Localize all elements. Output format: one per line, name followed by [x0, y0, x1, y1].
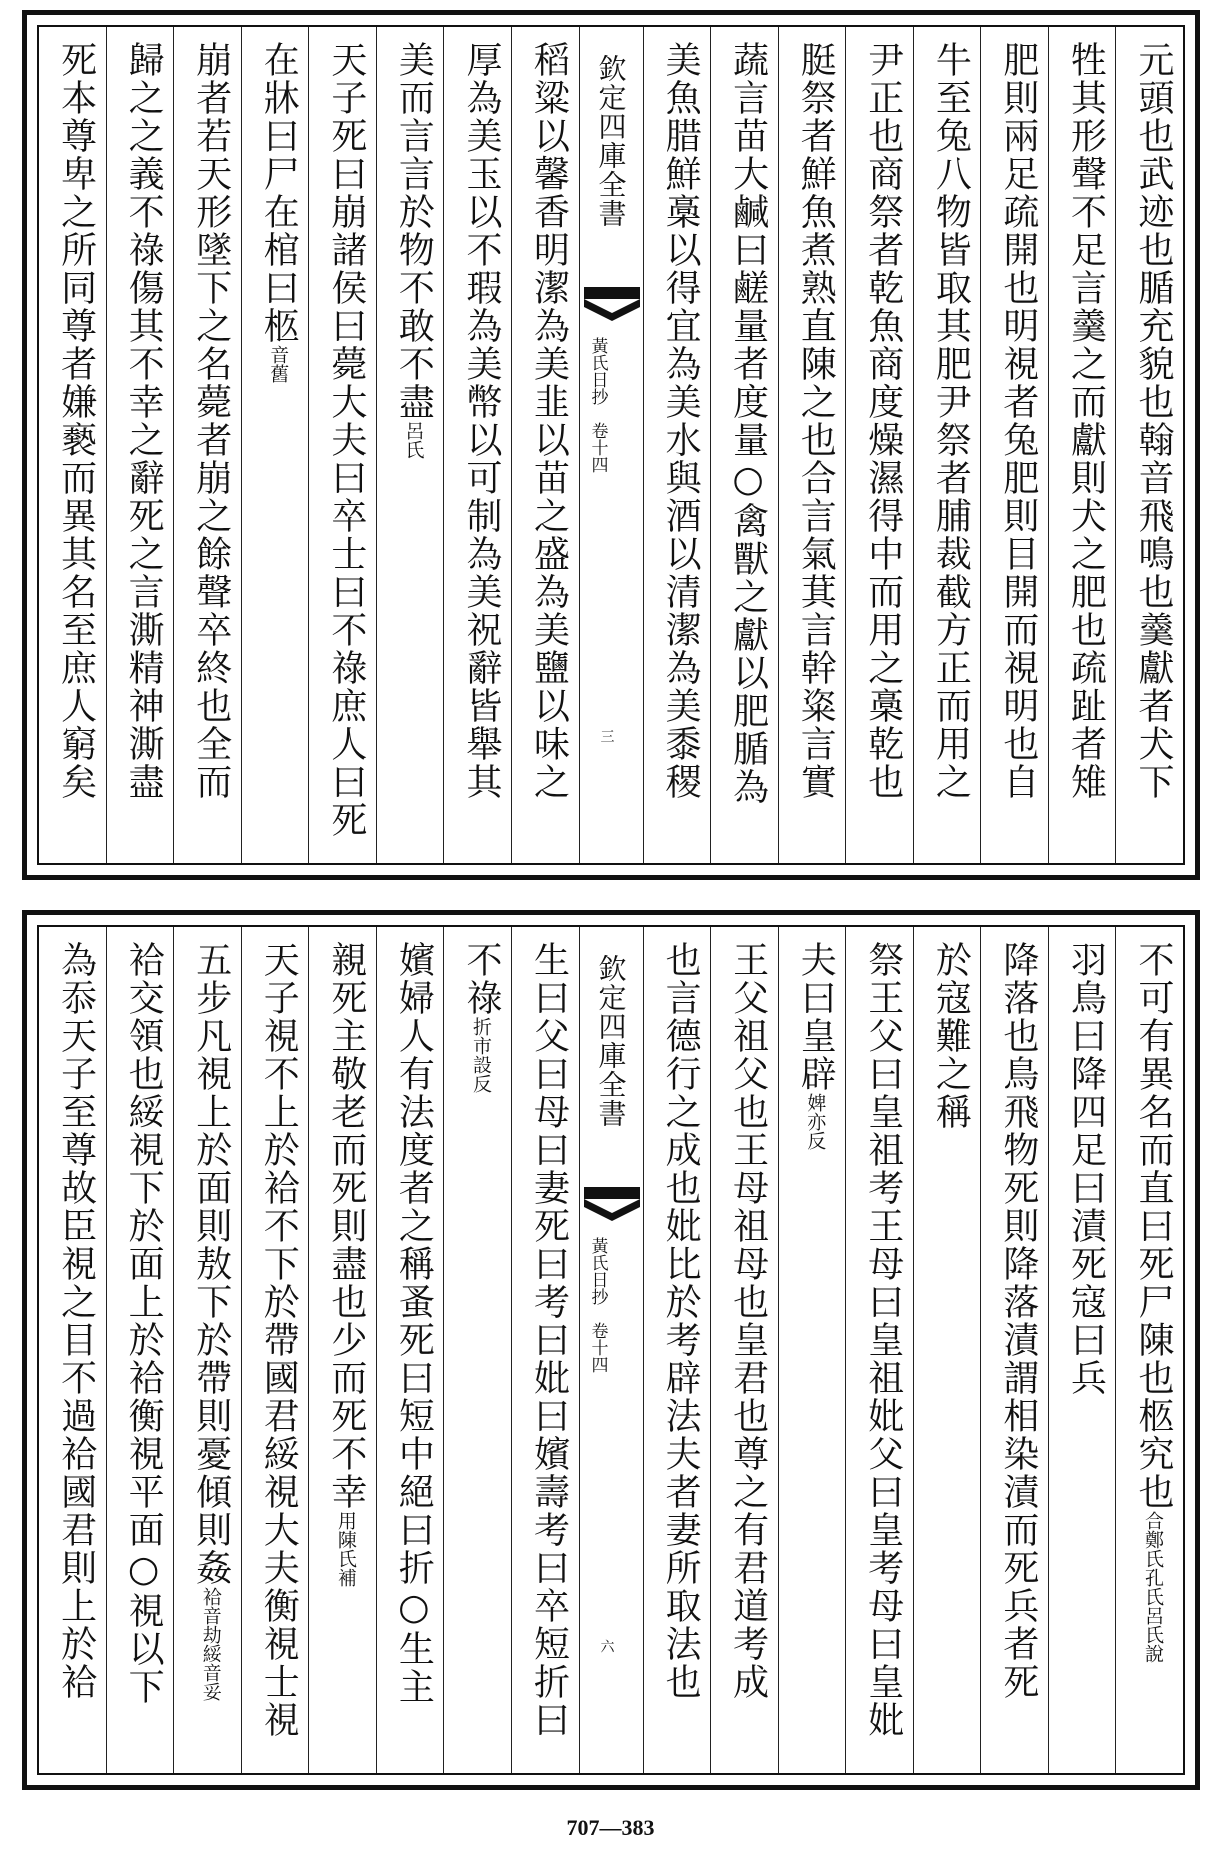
text-column: 美而言言於物不敢不盡呂氏 — [376, 27, 444, 863]
lower-page-frame — [37, 925, 1185, 1775]
text-column: 生曰父曰母曰妻死曰考曰妣曰嬪壽考曰卒短折曰 — [511, 927, 579, 1773]
text-column: 美魚腊鮮槀以得宜為美水與酒以清潔為美黍稷 — [643, 27, 711, 863]
text-column: 降落也鳥飛物死則降落漬謂相染漬而死兵者死 — [980, 927, 1048, 1773]
text-column: 牛至兔八物皆取其肥尹祭者脯裁截方正而用之 — [913, 27, 981, 863]
page-number-footer: 707—383 — [566, 1815, 655, 1840]
annotation-note: 呂氏 — [402, 421, 425, 459]
text-column: 天子視不上於袷不下於帶國君綏視大夫衡視士視 — [241, 927, 309, 1773]
lower-page-panel — [22, 910, 1200, 1790]
fish-tail-mark-icon — [580, 1185, 644, 1225]
text-column: 尹正也商祭者乾魚商度燥濕得中而用之槀乾也 — [845, 27, 913, 863]
text-column: 肥則兩足疏開也明視者兔肥則目開而視明也自 — [980, 27, 1048, 863]
text-column: 崩者若天形墜下之名薨者崩之餘聲卒終也全而 — [173, 27, 241, 863]
leaf-number: 六 — [598, 1639, 615, 1653]
volume-info: 黃氏日抄 卷十四 — [587, 337, 608, 473]
text-column: 脡祭者鮮魚煮熟直陳之也合言氣萁言幹粢言實 — [778, 27, 846, 863]
text-column: 不祿折市設反 — [443, 927, 511, 1773]
text-column: 於寇難之稱 — [913, 927, 981, 1773]
text-column: 羽鳥曰降四足曰漬死寇曰兵 — [1048, 927, 1116, 1773]
text-column: 夫曰皇辟婢亦反 — [778, 927, 846, 1773]
fish-tail-mark-icon — [580, 285, 644, 325]
book-spine-center — [579, 27, 643, 863]
text-column: 王父祖父也王母祖母也皇君也尊之有君道考成 — [710, 927, 778, 1773]
annotation-note: 折市設反 — [469, 1017, 492, 1093]
text-column: 袷交領也綏視下於面上於袷衡視平面○視以下 — [106, 927, 174, 1773]
text-column: 厚為美玉以不瑕為美幣以可制為美祝辭皆舉其 — [443, 27, 511, 863]
text-column: 祭王父曰皇祖考王母曰皇祖妣父曰皇考母曰皇妣 — [845, 927, 913, 1773]
upper-page-frame — [37, 25, 1185, 865]
upper-page-panel — [22, 10, 1200, 880]
text-column: 元頭也武迹也腯充貌也翰音飛鳴也羹獻者犬下 — [1115, 27, 1183, 863]
book-title: 欽定四庫全書 — [594, 54, 628, 228]
text-column: 天子死曰崩諸侯曰薨大夫曰卒士曰不祿庶人曰死 — [308, 27, 376, 863]
annotation-note: 用陳氏補 — [334, 1511, 357, 1587]
book-title: 欽定四庫全書 — [594, 954, 628, 1128]
text-column: 不可有異名而直曰死尸陳也柩究也合鄭氏孔氏呂氏說 — [1115, 927, 1183, 1773]
text-column: 也言德行之成也妣比於考辟法夫者妻所取法也 — [643, 927, 711, 1773]
leaf-number: 三 — [598, 729, 615, 743]
text-column: 親死主敬老而死則盡也少而死不幸用陳氏補 — [308, 927, 376, 1773]
text-column: 蔬言苗大鹹曰鹺量者度量○禽獸之獻以肥腯為 — [710, 27, 778, 863]
text-column: 牲其形聲不足言羹之而獻則犬之肥也疏趾者雉 — [1048, 27, 1116, 863]
annotation-note: 婢亦反 — [804, 1093, 827, 1150]
text-column: 為忝天子至尊故臣視之目不過袷國君則上於袷 — [55, 941, 97, 1701]
text-column: 嬪婦人有法度者之稱蚤死曰短中絕曰折○生主 — [376, 927, 444, 1773]
volume-info: 黃氏日抄 卷十四 — [587, 1237, 608, 1373]
text-column: 在牀曰尸在棺曰柩音舊 — [241, 27, 309, 863]
annotation-note: 袷音劫綏音妥 — [199, 1587, 222, 1701]
annotation-note: 音舊 — [267, 345, 290, 383]
annotation-note: 合鄭氏孔氏呂氏說 — [1142, 1511, 1164, 1663]
text-column: 死本尊卑之所同尊者嫌褻而異其名至庶人窮矣 — [55, 41, 97, 801]
book-spine-center — [579, 927, 643, 1773]
text-column: 五步凡視上於面則敖下於帶則憂傾則姦袷音劫綏音妥 — [173, 927, 241, 1773]
text-column: 稻粱以馨香明潔為美韭以苗之盛為美鹽以味之 — [511, 27, 579, 863]
text-column: 歸之之義不祿傷其不幸之辭死之言澌精神澌盡 — [106, 27, 174, 863]
